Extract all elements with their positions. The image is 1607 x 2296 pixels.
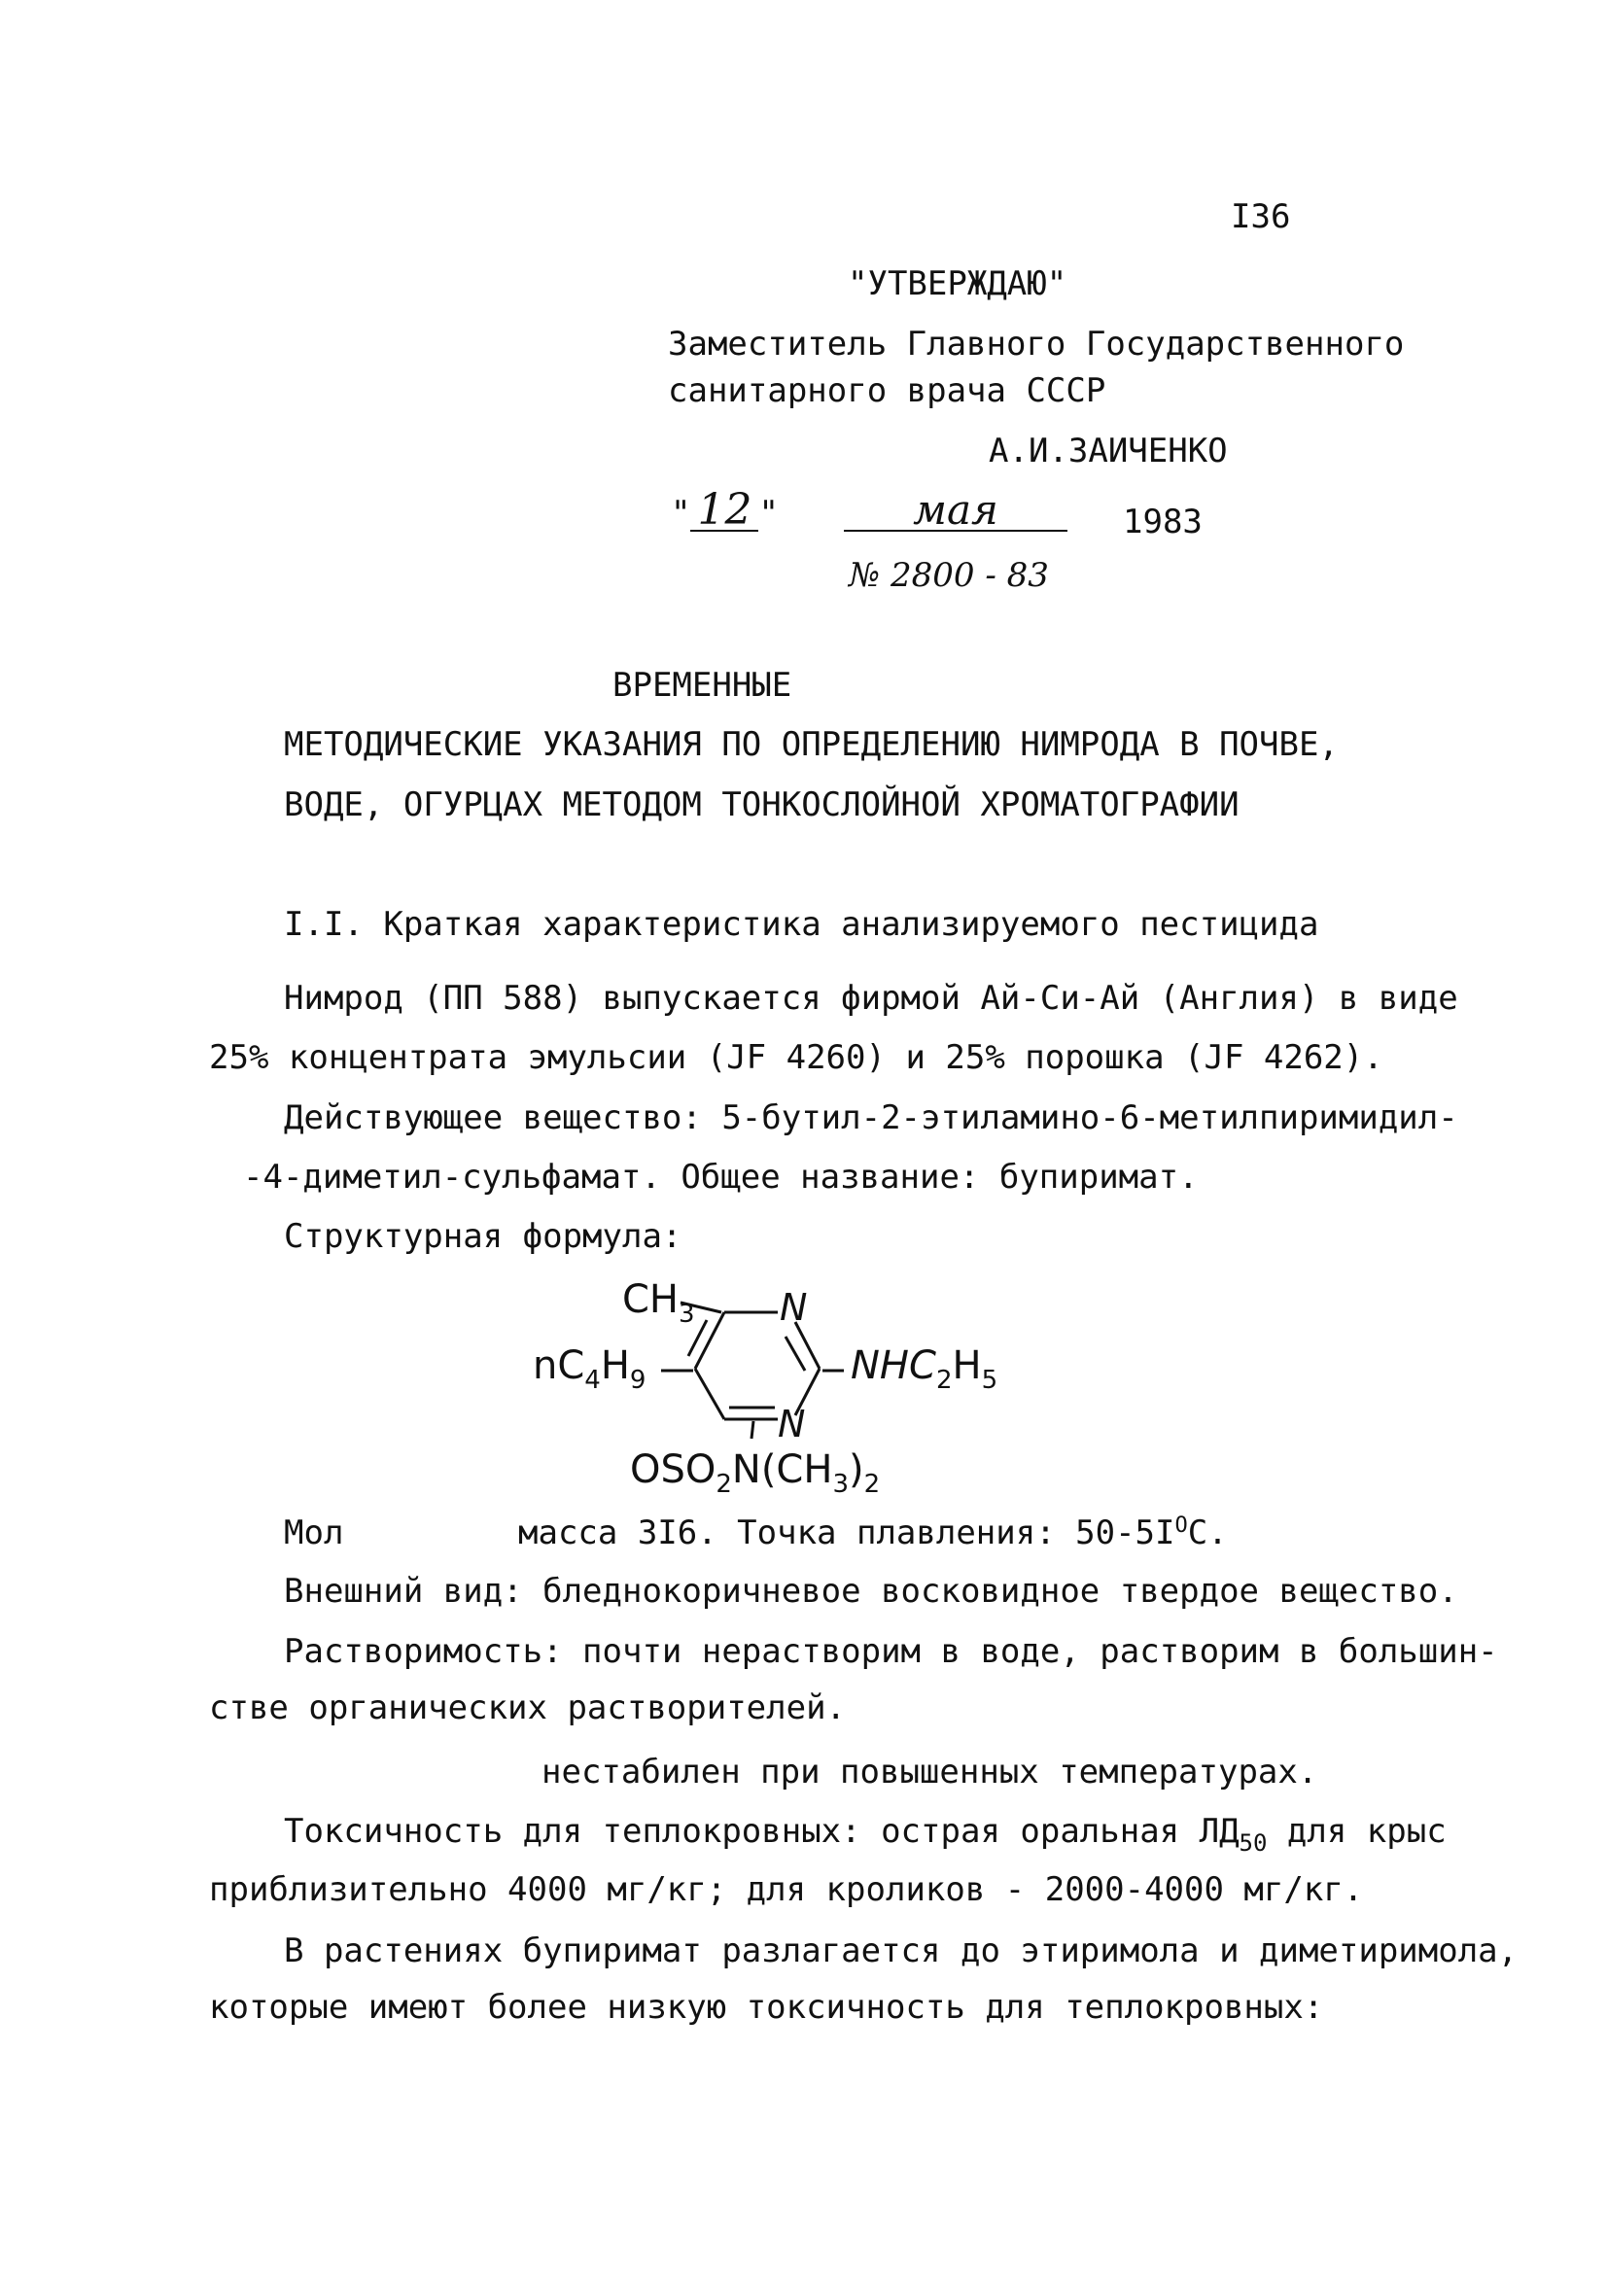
paragraph2-line2: -4-диметил-сульфамат. Общее название: бупиримат. [243, 1158, 1199, 1197]
approval-signatory: А.И.ЗАИЧЕНКО [989, 432, 1228, 470]
page-number: I36 [1231, 197, 1291, 236]
date-month-handwritten: мая [844, 491, 1067, 532]
approval-doc-number: № 2800 - 83 [849, 556, 1049, 595]
formula-ring-n-bottom: N [778, 1403, 806, 1445]
solubility-line1: Растворимость: почти нерастворим в воде, растворим в большин- [284, 1632, 1498, 1671]
approval-date-month [844, 486, 1067, 534]
formula-ring-n-top: N [780, 1286, 808, 1329]
toxicity-line1: Токсичность для теплокровных: острая оральная $ЛД_{50}$ для крыс [284, 1812, 1447, 1857]
plants-line2: которые имеют более низкую токсичность для теплокровных: [209, 1988, 1324, 2027]
formula-label: Структурная формула: [284, 1217, 682, 1256]
formula-butyl: $nC_4H_9$ [533, 1343, 646, 1395]
heading-line3: ВОДЕ, ОГУРЦАХ МЕТОДОМ ТОНКОСЛОЙНОЙ ХРОМАТОГРАФИИ [284, 785, 1240, 824]
heading-line1: ВРЕМЕННЫЕ [612, 666, 792, 705]
formula-amine: $NHC_2H_5$ [851, 1343, 998, 1395]
molar-mass-line: масса 3I6. Точка плавления: $50-5I^OC$. [518, 1513, 1228, 1552]
structural-formula [0, 1264, 1607, 1497]
appearance-line: Внешний вид: бледнокоричневое восковидное твердое вещество. [284, 1572, 1458, 1611]
paragraph2-line1: Действующее вещество: 5-бутил-2-этиламино-6-метилпиримидил- [284, 1098, 1458, 1137]
formula-sulfamate: $OSO_2N(CH_3)_2$ [630, 1447, 881, 1497]
solubility-line2: стве органических растворителей. [209, 1688, 847, 1727]
formula-methyl: $CH_3$ [622, 1277, 695, 1329]
section-title: I.I. Краткая характеристика анализируемого пестицида [284, 905, 1319, 944]
date-day-handwritten: 12 [690, 491, 758, 532]
heading-line2: МЕТОДИЧЕСКИЕ УКАЗАНИЯ ПО ОПРЕДЕЛЕНИЮ НИМРОДА В ПОЧВЕ, [284, 725, 1339, 764]
paragraph1-line1: Нимрод (ПП 588) выпускается фирмой Ай-Си-Ай (Англия) в виде [284, 979, 1458, 1018]
approval-position-line2: санитарного врача СССР [668, 371, 1106, 410]
stability-line: нестабилен при повышенных температурах. [541, 1753, 1318, 1792]
toxicity-line2: приблизительно 4000 мг/кг; для кроликов - 2000-4000 мг/кг. [209, 1870, 1364, 1909]
approval-date-year: 1983 [1123, 503, 1203, 541]
approval-date-day: " 12 " [671, 485, 779, 535]
approval-position-line1: Заместитель Главного Государственного [668, 325, 1405, 364]
molar-mass-label: Мол [284, 1513, 344, 1552]
approval-title: "УТВЕРЖДАЮ" [848, 264, 1067, 303]
plants-line1: В растениях бупиримат разлагается до этиримола и диметиримола, [284, 1931, 1519, 1970]
paragraph1-line2: 25% концентрата эмульсии (JF 4260) и 25% порошка (JF 4262). [209, 1038, 1383, 1077]
